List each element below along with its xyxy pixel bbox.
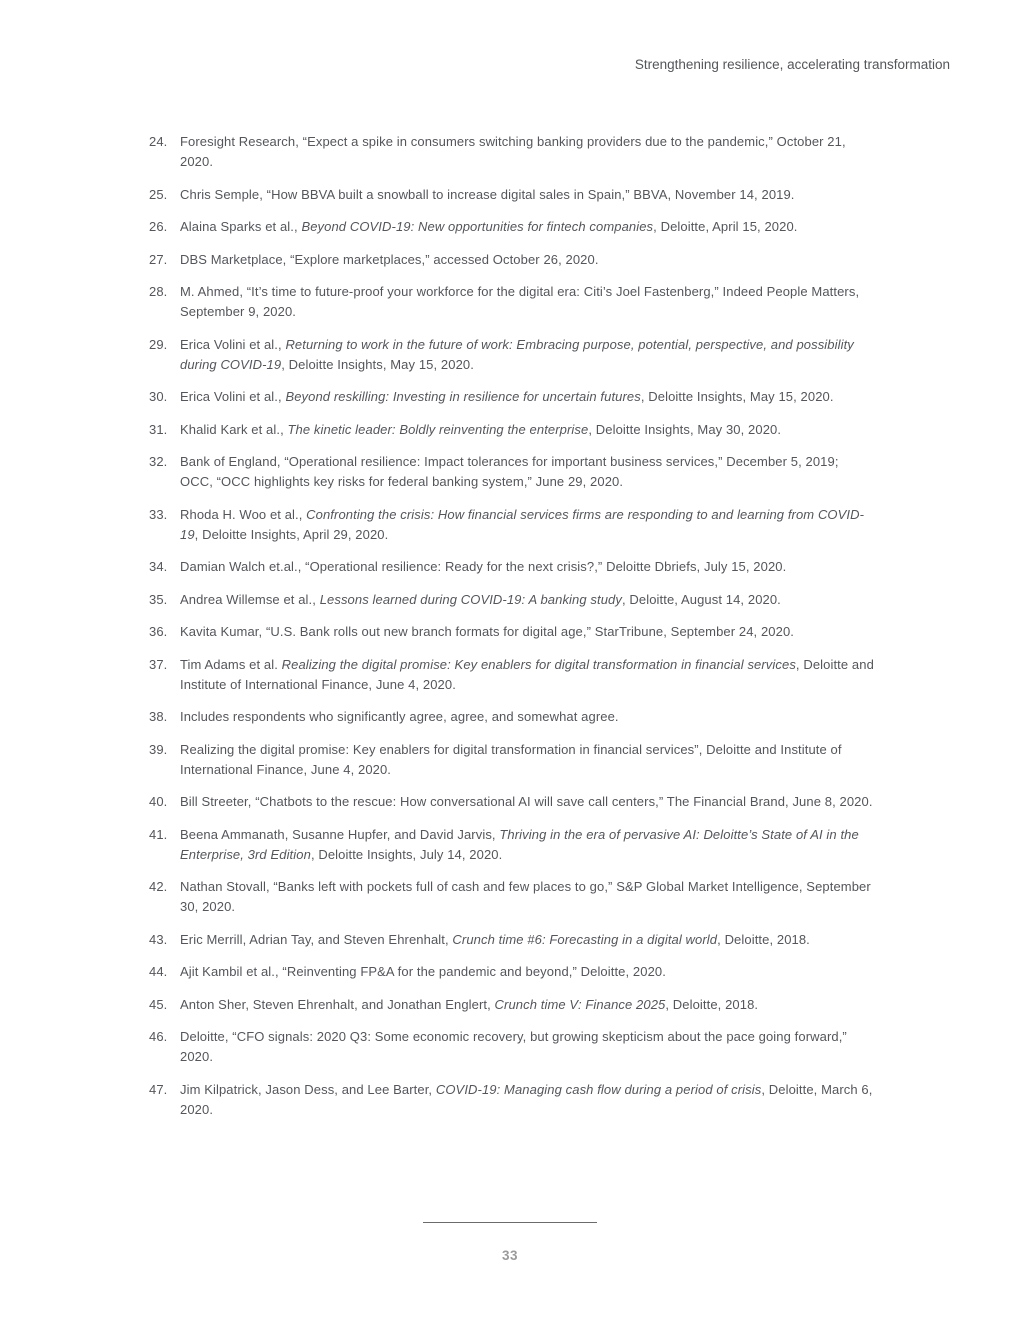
reference-text: Damian Walch et.al., “Operational resilience: Ready for the next crisis?,” Deloitte Dbriefs, July 15, 2020. [180,559,787,574]
reference-number: 31. [149,421,168,437]
reference-text: Jim Kilpatrick, Jason Dess, and Lee Barter, COVID-19: Managing cash flow during a period of crisis, Deloitte, March 6, 2020. [180,1081,873,1117]
reference-item [149,930,874,950]
reference-text: M. Ahmed, “It’s time to future-proof your workforce for the digital era: Citi’s Joel Fastenberg,” Indeed People Matters, September 9, 2020. [180,284,860,319]
reference-number: 29. [149,336,168,352]
reference-text: DBS Marketplace, “Explore marketplaces,” accessed October 26, 2020. [180,251,599,267]
reference-item [149,740,874,780]
reference-number: 33. [149,506,168,522]
reference-number: 24. [149,134,168,149]
reference-text: Tim Adams et al. Realizing the digital promise: Key enablers for digital transformation in financial services, Deloitte and Institute of International Finance, June 4, 2020. [180,656,874,692]
reference-item [149,1080,874,1120]
reference-item [149,557,874,577]
reference-text: Bill Streeter, “Chatbots to the rescue: How conversational AI will save call centers,” The Financial Brand, June 8, 2020. [180,794,873,809]
reference-item [149,825,874,865]
running-header: Strengthening resilience, accelerating transformation [634,57,950,72]
reference-number: 30. [149,389,168,404]
reference-text: Erica Volini et al., Beyond reskilling: Investing in resilience for uncertain futures, Deloitte Insights, May 15, 2020. [180,389,834,404]
reference-text: Anton Sher, Steven Ehrenhalt, and Jonathan Englert, Crunch time V: Finance 2025, Deloitte, 2018. [180,996,759,1012]
reference-number: 43. [149,931,168,947]
reference-number: 42. [149,879,168,894]
reference-number: 47. [149,1081,168,1097]
reference-item [149,335,874,375]
reference-number: 40. [149,794,168,809]
reference-item [149,185,874,205]
reference-item [149,962,874,982]
reference-text: Beena Ammanath, Susanne Hupfer, and David Jarvis, Thriving in the era of pervasive AI: Deloitte’s State of AI in the Enterprise, 3rd Edition, Deloitte Insights, July 14, 2020. [180,826,859,862]
reference-number: 37. [149,656,168,672]
reference-text: Alaina Sparks et al., Beyond COVID-19: New opportunities for fintech companies, Deloitte, April 15, 2020. [180,219,798,234]
reference-text: Andrea Willemse et al., Lessons learned during COVID-19: A banking study, Deloitte, August 14, 2020. [180,591,781,607]
reference-number: 36. [149,624,168,639]
footer-divider [423,1222,597,1223]
reference-item [149,217,874,237]
reference-number: 26. [149,219,168,234]
reference-text: Foresight Research, “Expect a spike in consumers switching banking providers due to the pandemic,” October 21, 2020. [180,134,846,169]
reference-item [149,505,874,545]
references-list [149,132,874,1132]
reference-text: Nathan Stovall, “Banks left with pockets full of cash and few places to go,” S&P Global Market Intelligence, September 30, 2020. [180,879,871,914]
reference-item [149,387,874,407]
reference-number: 44. [149,964,168,979]
reference-text: Ajit Kambil et al., “Reinventing FP&A for the pandemic and beyond,” Deloitte, 2020. [180,964,666,979]
reference-number: 35. [149,591,168,607]
reference-text: Deloitte, “CFO signals: 2020 Q3: Some economic recovery, but growing skepticism about the pace going forward,” 2020. [180,1029,847,1064]
reference-text: Realizing the digital promise: Key enablers for digital transformation in financial services”, Deloitte and Institute of International Finance, June 4, 2020. [180,741,842,777]
reference-text: Chris Semple, “How BBVA built a snowball to increase digital sales in Spain,” BBVA, November 14, 2019. [180,186,795,202]
reference-number: 34. [149,559,168,574]
reference-item [149,282,874,322]
reference-text: Eric Merrill, Adrian Tay, and Steven Ehrenhalt, Crunch time #6: Forecasting in a digital world, Deloitte, 2018. [180,931,810,947]
reference-number: 38. [149,709,168,724]
reference-item [149,792,874,812]
reference-text: Erica Volini et al., Returning to work in the future of work: Embracing purpose, potential, perspective, and possibility during COVID-19, Deloitte Insights, May 15, 2020. [180,336,854,372]
reference-number: 45. [149,996,168,1012]
reference-number: 27. [149,251,168,267]
reference-item [149,655,874,695]
reference-number: 25. [149,186,168,202]
reference-item [149,590,874,610]
reference-text: Kavita Kumar, “U.S. Bank rolls out new branch formats for digital age,” StarTribune, September 24, 2020. [180,624,794,639]
reference-number: 39. [149,741,168,757]
reference-number: 28. [149,284,168,299]
page-number: 33 [501,1248,519,1263]
reference-text: Includes respondents who significantly agree, agree, and somewhat agree. [180,709,619,724]
reference-item [149,707,874,727]
reference-text: Bank of England, “Operational resilience: Impact tolerances for important business services,” December 5, 2019; OCC, “OCC highlights key risks for federal banking system,” June 29, 2020. [180,454,839,489]
reference-item [149,132,874,172]
reference-number: 46. [149,1029,168,1044]
reference-item [149,1027,874,1067]
reference-number: 41. [149,826,168,842]
reference-item [149,995,874,1015]
reference-text: Rhoda H. Woo et al., Confronting the crisis: How financial services firms are responding to and learning from COVID-19, Deloitte Insights, April 29, 2020. [180,506,865,542]
reference-text: Khalid Kark et al., The kinetic leader: Boldly reinventing the enterprise, Deloitte Insights, May 30, 2020. [180,421,782,437]
reference-item [149,622,874,642]
reference-item [149,452,874,492]
reference-item [149,420,874,440]
reference-number: 32. [149,454,168,469]
reference-item [149,877,874,917]
reference-item [149,250,874,270]
